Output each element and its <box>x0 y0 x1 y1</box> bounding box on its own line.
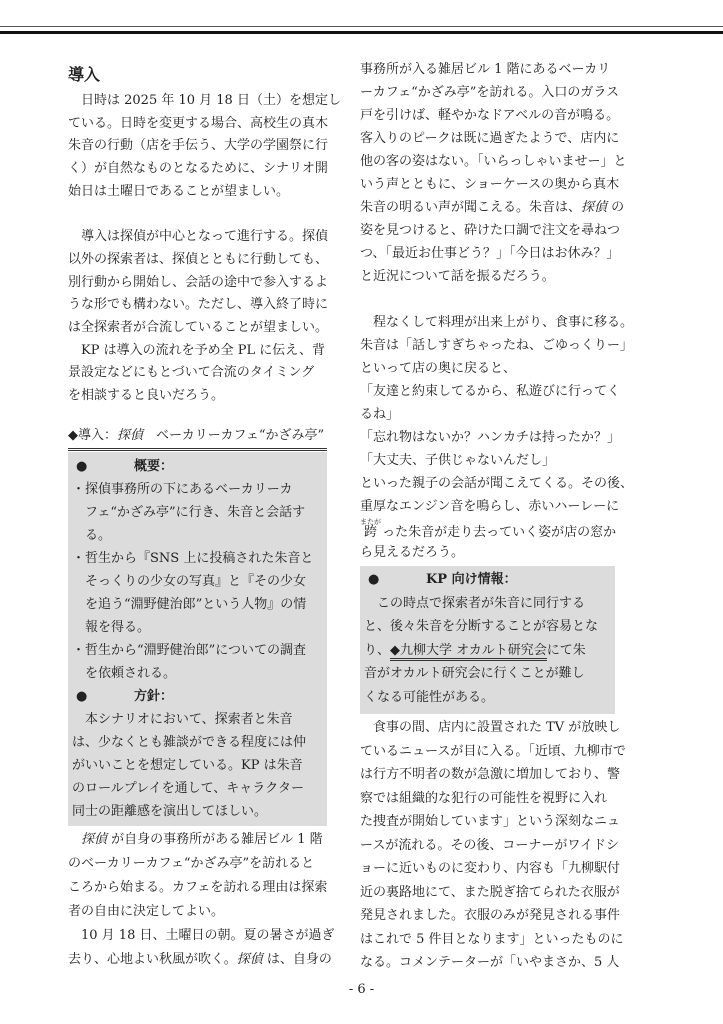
text-line <box>72 800 313 823</box>
text-line <box>360 951 626 975</box>
section-heading: 導入 <box>68 65 101 84</box>
text-line <box>360 740 626 764</box>
text-segment: がいいことを想定している。KP は朱音 <box>72 758 303 773</box>
text-segment: 景設定などにもとづいて合流のタイミング <box>68 365 315 381</box>
text-line <box>360 265 633 288</box>
text-segment: った朱音が走り去っていく姿が店の窓か <box>377 525 617 540</box>
text-line <box>360 472 633 495</box>
scene-text-left <box>68 828 334 972</box>
text-segment: うな形でも構わない。ただし、導入終了時に <box>68 297 329 313</box>
blank-line <box>360 288 633 311</box>
text-line <box>72 570 313 593</box>
text-line <box>360 104 633 127</box>
text-line <box>72 478 313 501</box>
text-line <box>360 787 626 811</box>
header-rule-thin <box>0 26 723 27</box>
text-segment: 察では組織的な犯行の可能性を視野に入れ <box>360 790 608 806</box>
text-segment: は行方不明者の数が急激に増加しており、警 <box>360 767 621 782</box>
character-role: 探偵 <box>236 952 263 967</box>
text-line <box>360 357 633 380</box>
text-line <box>360 81 633 104</box>
text-line <box>68 876 334 900</box>
text-segment: を追う“淵野健治郎”という人物』の情 <box>85 597 307 612</box>
text-line <box>364 592 598 616</box>
text-segment: を依頼される。 <box>85 666 177 681</box>
ruby-reading: またが <box>360 518 381 526</box>
text-segment: の <box>607 200 625 215</box>
text-segment: る。 <box>85 528 112 543</box>
text-line <box>360 311 633 334</box>
text-line <box>72 708 313 731</box>
text-segment: た捜査が開始しています」という深刻なニュ <box>360 814 621 829</box>
text-segment: 朱音は「話しすぎちゃったね、ごゆっくりー」 <box>360 338 633 353</box>
text-line <box>72 616 313 639</box>
text-line <box>68 828 334 852</box>
text-line <box>360 242 633 265</box>
text-line <box>364 686 598 710</box>
text-segment: そっくりの少女の写真』と『その少女 <box>85 574 307 589</box>
text-line <box>360 127 633 150</box>
text-line <box>360 928 626 952</box>
text-line <box>360 518 633 541</box>
text-line <box>68 852 334 876</box>
bullet-heading <box>72 685 313 708</box>
text-segment: 報を得る。 <box>85 620 151 635</box>
cross-reference-link[interactable]: ◆九柳大学 オカルト研究会 <box>390 643 547 661</box>
text-segment: 10 月 18 日、土曜日の朝。夏の暑さが過ぎ <box>81 928 335 943</box>
text-segment: フェ“かざみ亭”に行き、朱音と会話す <box>85 505 306 520</box>
scene-heading-title: ベーカリーカフェ“かざみ亭” <box>143 428 325 443</box>
text-line <box>72 501 313 524</box>
text-line <box>360 541 633 564</box>
bullet-icon: ● <box>368 572 380 587</box>
text-segment: が自身の事務所がある雑居ビル 1 階 <box>107 832 323 847</box>
text-line <box>68 362 341 385</box>
text-line <box>68 317 341 340</box>
text-line <box>72 524 313 547</box>
text-line <box>68 272 341 295</box>
text-line <box>72 639 313 662</box>
text-segment: は全探索者が合流していることが望ましい。 <box>68 319 329 335</box>
scene-text-right <box>360 58 633 564</box>
text-segment: 程なくして料理が出来上がり、食事に移る。 <box>373 315 634 330</box>
text-line <box>364 615 598 639</box>
text-segment: ースが流れる。その後、コーナーがワイドシ <box>360 837 619 853</box>
text-line <box>72 754 313 777</box>
text-segment: といった親子の会話が聞こえてくる。その後、 <box>360 476 634 491</box>
text-line <box>72 777 313 800</box>
character-role: 探偵 <box>81 832 108 847</box>
text-segment: 事務所が入る雑居ビル 1 階にあるベーカリ <box>360 62 611 77</box>
text-segment: 重厚なエンジン音を鳴らし、赤いハーレーに <box>360 499 620 514</box>
text-segment: 始日は土曜日であることが望ましい。 <box>68 183 290 199</box>
text-segment: ョーに近いものに変わり、内容も「九柳駅付 <box>360 861 621 876</box>
text-segment: く）が自然なものとなるために、シナリオ開 <box>68 161 328 177</box>
text-segment: 戸を引けば、軽やかなドアベルの音が鳴る。 <box>360 108 620 123</box>
text-segment: 「忘れ物はないか？ハンカチは持ったか？」 <box>360 430 621 445</box>
text-segment: 概要： <box>134 459 174 474</box>
text-segment: つ、「最近お仕事どう？」「今日はお休み？」 <box>360 246 620 261</box>
text-line <box>68 948 334 972</box>
text-segment: ているニュースが目に入る。「近頃、九柳市で <box>360 743 626 759</box>
intro-text <box>68 90 341 408</box>
ruby-base: 跨 <box>360 525 381 540</box>
text-line <box>360 495 633 518</box>
text-segment: 日時は 2025 年 10 月 18 日（土）を想定し <box>81 93 341 108</box>
text-segment: は、少なくとも雑談ができる程度には仲 <box>72 735 307 750</box>
text-line <box>68 181 341 204</box>
text-segment: 音がオカルト研究会に行くことが難し <box>364 666 585 681</box>
text-line <box>72 547 313 570</box>
text-segment: を相談すると良いだろう。 <box>68 387 225 403</box>
text-segment: 食事の間、店内に設置された TV が放映し <box>373 720 621 735</box>
bullet-heading <box>72 455 313 478</box>
text-line <box>68 226 341 249</box>
text-segment: この時点で探索者が朱音に同行する <box>377 595 586 611</box>
text-line <box>360 904 626 928</box>
bullet-icon: ● <box>76 689 88 704</box>
text-segment: 去り、心地よい秋風が吹く。 <box>68 952 237 967</box>
text-segment: 「大丈夫、子供じゃないんだし」 <box>360 453 556 468</box>
text-line <box>360 881 626 905</box>
text-segment: 姿を見つけると、砕けた口調で注文を尋ねつ <box>360 223 621 238</box>
kp-info-text <box>364 568 598 709</box>
text-line <box>360 380 633 403</box>
text-segment: くなる可能性がある。 <box>364 689 495 705</box>
text-segment: 発見されました。衣服のみが発見される事件 <box>360 908 621 923</box>
scene-heading <box>68 426 327 451</box>
text-segment: KP 向け情報： <box>426 572 517 587</box>
text-line <box>360 58 633 81</box>
text-line <box>360 810 626 834</box>
text-line <box>360 219 633 242</box>
text-line <box>68 340 341 363</box>
text-segment: 同士の距離感を演出してほしい。 <box>72 804 268 819</box>
text-line <box>68 924 334 948</box>
text-line <box>68 249 341 272</box>
text-line <box>360 150 633 173</box>
page-number: - 6 - <box>348 982 375 997</box>
text-line <box>360 716 626 740</box>
text-segment: 者の自由に決定してよい。 <box>68 904 225 919</box>
text-line <box>360 834 626 858</box>
text-segment: 別行動から開始し、会話の途中で参入するよ <box>68 274 329 290</box>
text-line <box>360 173 633 196</box>
text-line <box>72 662 313 685</box>
text-segment: はこれで 5 件目となります」といったものに <box>360 931 624 947</box>
ruby-text <box>360 518 381 540</box>
text-line <box>364 662 598 686</box>
text-segment: 客入りのピークは既に過ぎたようで、店内に <box>360 131 620 146</box>
text-segment: ・哲生から“淵野健治郎”についての調査 <box>72 643 307 658</box>
text-segment: 近の裏路地にて、また脱ぎ捨てられた衣服が <box>360 884 620 900</box>
text-line <box>68 385 341 408</box>
news-text <box>360 716 626 975</box>
text-line <box>360 857 626 881</box>
text-line <box>68 135 341 158</box>
text-line <box>360 334 633 357</box>
text-segment: 「友達と約束してるから、私遊びに行ってく <box>360 384 621 399</box>
text-segment: ている。日時を変更する場合、高校生の真木 <box>68 115 329 131</box>
summary-box-text <box>72 455 313 823</box>
text-segment: ら見えるだろう。 <box>360 545 465 560</box>
text-line <box>360 449 633 472</box>
text-segment: ・哲生から『SNS 上に投稿された朱音と <box>72 551 314 566</box>
text-segment: といって店の奥に戻ると、 <box>360 361 517 376</box>
text-segment: 朱音の行動（店を手伝う、大学の学園祭に行 <box>68 138 329 154</box>
text-line <box>68 113 341 136</box>
text-segment: り、 <box>364 642 391 658</box>
text-segment: 方針： <box>134 689 174 704</box>
text-line <box>72 731 313 754</box>
text-segment: のベーカリーカフェ“かざみ亭”を訪れると <box>68 856 315 871</box>
text-line <box>68 90 341 113</box>
text-segment: ーカフェ“かざみ亭”を訪れる。入口のガラス <box>360 85 619 100</box>
blank-line <box>68 203 341 226</box>
header-rule-thick <box>0 31 723 34</box>
text-segment: のロールプレイを通して、キャラクター <box>72 781 305 796</box>
character-role: 探偵 <box>581 200 608 215</box>
text-line <box>360 196 633 219</box>
text-segment: ・探偵事務所の下にあるベーカリーカ <box>72 482 293 497</box>
text-line <box>360 763 626 787</box>
scene-heading-prefix: ◆導入： <box>68 428 117 443</box>
text-line <box>360 403 633 426</box>
bullet-heading <box>364 568 598 592</box>
bullet-icon: ● <box>76 459 88 474</box>
text-line <box>68 900 334 924</box>
scene-heading-role: 探偵 <box>117 428 144 443</box>
text-segment: るね」 <box>360 407 400 422</box>
text-line <box>364 639 598 663</box>
text-segment: いう声とともに、ショーケースの奥から真木 <box>360 177 620 192</box>
text-segment: ころから始まる。カフェを訪れる理由は探索 <box>68 880 328 895</box>
text-segment: なる。コメンテーターが「いやまさか、5 人 <box>360 955 620 970</box>
text-segment: と近況について話を振るだろう。 <box>360 269 555 284</box>
text-segment: 導入は探偵が中心となって進行する。探偵 <box>81 229 329 245</box>
text-segment: と、後々朱音を分断することが容易とな <box>364 619 599 634</box>
text-line <box>68 158 341 181</box>
text-segment: KP は導入の流れを予め全 PL に伝え、背 <box>81 342 326 358</box>
text-segment: にて朱 <box>546 642 586 658</box>
text-segment: は、自身の <box>262 952 332 967</box>
text-line <box>360 426 633 449</box>
text-line <box>68 294 341 317</box>
text-segment: 本シナリオにおいて、探索者と朱音 <box>85 712 293 727</box>
text-segment: 以外の探索者は、探偵とともに行動しても、 <box>68 251 329 267</box>
text-segment: 他の客の姿はない。「いらっしゃいませー」と <box>360 154 627 169</box>
text-line <box>72 593 313 616</box>
text-segment: 朱音の明るい声が聞こえる。朱音は、 <box>360 200 582 215</box>
